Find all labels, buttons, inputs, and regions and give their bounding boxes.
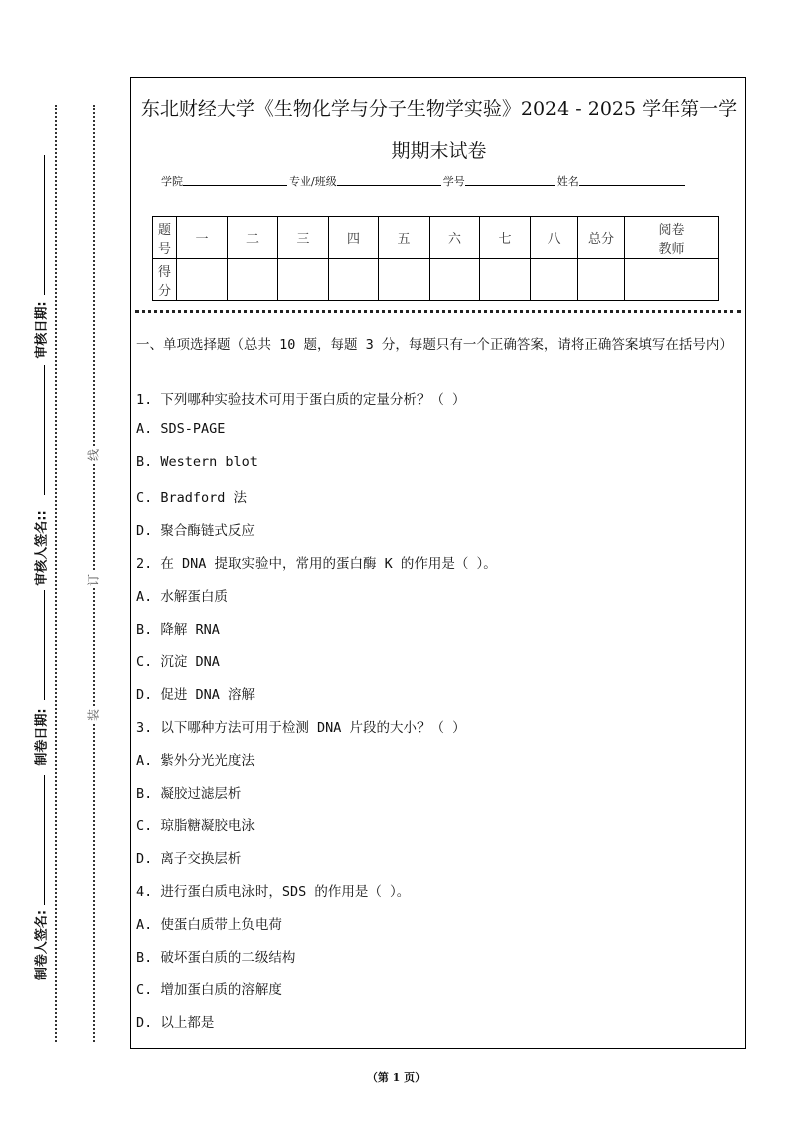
column-header: 总分 — [578, 217, 625, 259]
answer-option: D. 促进 DNA 溶解 — [136, 687, 256, 704]
binding-dotted-line — [55, 105, 57, 1042]
table-row — [153, 217, 719, 259]
column-header: 六 — [430, 217, 480, 259]
answer-option: C. Bradford 法 — [136, 490, 248, 507]
column-header: 五 — [379, 217, 430, 259]
signature-underline — [44, 365, 45, 495]
answer-option: C. 增加蛋白质的溶解度 — [136, 982, 282, 999]
question-text: 1. 下列哪种实验技术可用于蛋白质的定量分析？（ ） — [136, 392, 466, 408]
college-label: 学院 — [161, 175, 183, 188]
score-cell[interactable] — [177, 259, 228, 301]
signature-underline — [44, 775, 45, 905]
answer-option: D. 离子交换层析 — [136, 851, 242, 868]
score-table — [152, 216, 719, 301]
column-header: 一 — [177, 217, 228, 259]
column-header: 三 — [278, 217, 329, 259]
answer-option: C. 琼脂糖凝胶电泳 — [136, 818, 255, 835]
signature-underline — [44, 590, 45, 700]
question-text: 3. 以下哪种方法可用于检测 DNA 片段的大小？（ ） — [136, 720, 466, 736]
answer-option: A. 水解蛋白质 — [136, 588, 228, 605]
column-header: 二 — [228, 217, 278, 259]
table-row — [153, 259, 719, 301]
signature-underline — [44, 155, 45, 295]
header-label: 题号 — [153, 217, 177, 259]
answer-option: D. 以上都是 — [136, 1015, 215, 1032]
separator-dotted-line — [135, 310, 741, 313]
score-cell[interactable] — [379, 259, 430, 301]
student-info — [161, 173, 687, 189]
answer-option: B. 降解 RNA — [136, 621, 220, 638]
answer-option: A. SDS-PAGE — [136, 420, 226, 437]
answer-option: D. 聚合酶链式反应 — [136, 523, 255, 540]
page-title: 东北财经大学《生物化学与分子生物学实验》2024 - 2025 学年第一学期期末试卷 — [140, 98, 738, 162]
answer-option: B. 凝胶过滤层析 — [136, 785, 242, 802]
name-field[interactable] — [579, 173, 685, 186]
answer-option: A. 紫外分光光度法 — [136, 752, 255, 769]
cut-mark-pack: 装 — [86, 708, 101, 722]
answer-option: B. 破坏蛋白质的二级结构 — [136, 949, 296, 966]
reviewer-signature-label: 审核人签名:: — [34, 510, 50, 586]
answer-option: A. 使蛋白质带上负电荷 — [136, 916, 282, 933]
score-label: 得分 — [153, 259, 177, 301]
score-cell[interactable] — [480, 259, 531, 301]
answer-option: C. 沉淀 DNA — [136, 654, 220, 671]
answer-option: B. Western blot — [136, 453, 258, 470]
name-label: 姓名 — [556, 175, 579, 188]
score-cell[interactable] — [625, 259, 719, 301]
column-header: 阅卷教师 — [625, 217, 719, 259]
score-cell[interactable] — [578, 259, 625, 301]
score-cell[interactable] — [278, 259, 329, 301]
cut-mark-line: 线 — [86, 448, 101, 462]
section-heading: 一、单项选择题（总共 10 题，每题 3 分，每题只有一个正确答案，请将正确答案填写在括号内） — [136, 337, 733, 353]
score-cell[interactable] — [329, 259, 379, 301]
major-class-label: 专业/班级 — [289, 175, 337, 188]
score-cell[interactable] — [430, 259, 480, 301]
column-header: 七 — [480, 217, 531, 259]
column-header: 八 — [531, 217, 578, 259]
prepare-date-label: 制卷日期: — [34, 708, 50, 766]
page-number: （第 1 页） — [366, 1071, 427, 1084]
score-cell[interactable] — [531, 259, 578, 301]
preparer-signature-label: 制卷人签名: — [34, 909, 50, 981]
review-date-label: 审核日期: — [34, 301, 50, 359]
college-field[interactable] — [183, 173, 287, 186]
question-text: 4. 进行蛋白质电泳时，SDS 的作用是（ ）。 — [136, 884, 411, 900]
major-class-field[interactable] — [337, 173, 441, 186]
student-id-label: 学号 — [442, 175, 465, 188]
exam-frame — [130, 77, 746, 1049]
column-header: 四 — [329, 217, 379, 259]
student-id-field[interactable] — [465, 173, 555, 186]
question-text: 2. 在 DNA 提取实验中，常用的蛋白酶 K 的作用是（ ）。 — [136, 556, 497, 572]
score-cell[interactable] — [228, 259, 278, 301]
cut-mark-bind: 订 — [86, 573, 101, 587]
